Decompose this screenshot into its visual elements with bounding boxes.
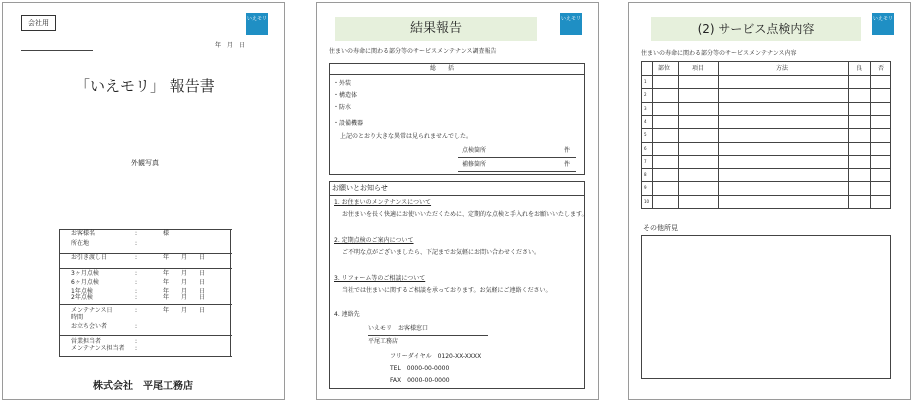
row-number: 3 bbox=[644, 105, 647, 111]
info-colon: : bbox=[135, 288, 138, 295]
col-header-item: 項目 bbox=[692, 65, 705, 72]
info-label: 2年点検 bbox=[71, 294, 93, 301]
info-label: 時間 bbox=[71, 314, 84, 321]
notice-text: ご不明な点がございましたら、下記までお気軽にお問い合わせください。 bbox=[342, 249, 541, 256]
exterior-photo-label: 外観写真 bbox=[131, 159, 159, 167]
iemori-logo: いえモリ bbox=[872, 13, 894, 35]
table-row bbox=[642, 181, 890, 182]
info-value: 年 月 日 bbox=[163, 254, 206, 261]
info-label: お客様名 bbox=[71, 230, 96, 237]
info-value: 年 月 日 bbox=[163, 294, 206, 301]
table-row bbox=[642, 142, 890, 143]
report-cover-page bbox=[2, 2, 285, 400]
info-value: 様 bbox=[163, 230, 170, 237]
report-title: 「いえモリ」 報告書 bbox=[75, 77, 215, 95]
table-row bbox=[642, 88, 890, 89]
info-label: 営業担当者 bbox=[71, 338, 102, 345]
info-label: 所在地 bbox=[71, 240, 90, 247]
result-banner: 結果報告 bbox=[335, 17, 537, 41]
info-colon: : bbox=[135, 323, 138, 330]
table-row bbox=[642, 102, 890, 103]
inspection-count-unit: 件 bbox=[564, 147, 571, 154]
info-value: 年 月 日 bbox=[163, 279, 206, 286]
info-colon: : bbox=[135, 338, 138, 345]
notice-item: 4. 連絡先 bbox=[334, 311, 360, 318]
repair-count-unit: 件 bbox=[564, 161, 571, 168]
row-number: 10 bbox=[644, 198, 650, 204]
service-inspection-page bbox=[628, 2, 911, 400]
notice-text: お住まいを長く快適にお使いいただくために、定期的な点検と手入れをお願いいたします。 bbox=[342, 211, 588, 218]
summary-item: ・設備機器 bbox=[333, 120, 364, 127]
info-value: 年 月 日 bbox=[163, 270, 206, 277]
inspection-subtitle: 住まいの寿命に関わる部分等のサービスメンテナンス内容 bbox=[641, 50, 797, 57]
notice-title: お願いとお知らせ bbox=[332, 184, 388, 192]
info-value: 年 月 日 bbox=[163, 307, 206, 314]
result-report-page bbox=[316, 2, 599, 400]
info-colon: : bbox=[135, 345, 138, 352]
iemori-logo: いえモリ bbox=[246, 13, 268, 35]
row-number: 8 bbox=[644, 172, 647, 178]
info-label: 3ヶ月点検 bbox=[71, 270, 99, 277]
row-number: 4 bbox=[644, 118, 647, 124]
col-header-good: 良 bbox=[856, 65, 863, 72]
summary-box bbox=[329, 63, 585, 175]
iemori-logo: いえモリ bbox=[560, 13, 582, 35]
notice-item: 3. リフォーム等のご相談について bbox=[334, 275, 426, 282]
other-findings-box bbox=[641, 235, 891, 379]
notice-item: 1. お住まいのメンテナンスについて bbox=[334, 199, 432, 206]
contact-line: いえモリ お客様窓口 bbox=[368, 325, 429, 332]
col-header-part: 部位 bbox=[658, 65, 671, 72]
table-row bbox=[642, 115, 890, 116]
row-number: 1 bbox=[644, 79, 647, 84]
inspection-count-label: 点検箇所 bbox=[462, 147, 487, 154]
row-number: 5 bbox=[644, 132, 647, 138]
report-subtitle: 住まいの寿命に関わる部分等のサービスメンテナンス調査報告 bbox=[329, 48, 497, 55]
row-number: 7 bbox=[644, 158, 647, 164]
report-date: 年 月 日 bbox=[215, 42, 246, 49]
table-row bbox=[642, 128, 890, 129]
company-use-tag: 会社用 bbox=[21, 15, 56, 31]
notice-box bbox=[329, 181, 588, 389]
info-label: 1年点検 bbox=[71, 288, 93, 295]
info-label: 6ヶ月点検 bbox=[71, 279, 99, 286]
inspection-table bbox=[641, 61, 891, 209]
table-row bbox=[642, 155, 890, 156]
name-underline bbox=[21, 50, 93, 51]
summary-item: ・外装 bbox=[333, 80, 352, 87]
company-name: 株式会社 平尾工務店 bbox=[93, 381, 193, 392]
other-findings-label: その他所見 bbox=[643, 224, 678, 232]
notice-text: 当社では住まいに関するご相談を承っております。お気軽にご連絡ください。 bbox=[342, 287, 552, 294]
info-label: お引き渡し日 bbox=[71, 254, 108, 261]
info-colon: : bbox=[135, 240, 138, 247]
info-colon: : bbox=[135, 279, 138, 286]
notice-item: 2. 定期点検のご案内について bbox=[334, 237, 414, 244]
table-row bbox=[642, 168, 890, 169]
col-header-bad: 否 bbox=[878, 65, 885, 72]
table-row bbox=[642, 195, 890, 196]
summary-item: ・防水 bbox=[333, 104, 352, 111]
info-label: お立ち会い者 bbox=[71, 323, 108, 330]
inspection-banner: (2) サービス点検内容 bbox=[651, 17, 861, 41]
info-colon: : bbox=[135, 294, 138, 301]
contact-line: TEL 0000-00-0000 bbox=[390, 365, 450, 372]
info-colon: : bbox=[135, 270, 138, 277]
info-value: 年 月 日 bbox=[163, 288, 206, 295]
row-number: 6 bbox=[644, 145, 647, 151]
contact-line: フリーダイヤル 0120-XX-XXXX bbox=[390, 353, 482, 360]
summary-header: 総 括 bbox=[430, 65, 455, 72]
contact-line: FAX 0000-00-0000 bbox=[390, 377, 450, 384]
table-row bbox=[642, 75, 890, 76]
col-header-method: 方法 bbox=[776, 65, 789, 72]
info-colon: : bbox=[135, 230, 138, 237]
info-label: メンテナンス担当者 bbox=[71, 345, 125, 352]
info-label: メンテナンス日 bbox=[71, 307, 113, 314]
repair-count-label: 補修箇所 bbox=[462, 161, 487, 168]
contact-line: 平尾工務店 bbox=[368, 338, 399, 345]
summary-note: 上記のとおり大きな異常は見られませんでした。 bbox=[340, 133, 473, 140]
summary-item: ・構造体 bbox=[333, 92, 358, 99]
info-colon: : bbox=[135, 307, 138, 314]
info-colon: : bbox=[135, 254, 138, 261]
row-number: 2 bbox=[644, 92, 647, 98]
row-number: 9 bbox=[644, 185, 647, 191]
